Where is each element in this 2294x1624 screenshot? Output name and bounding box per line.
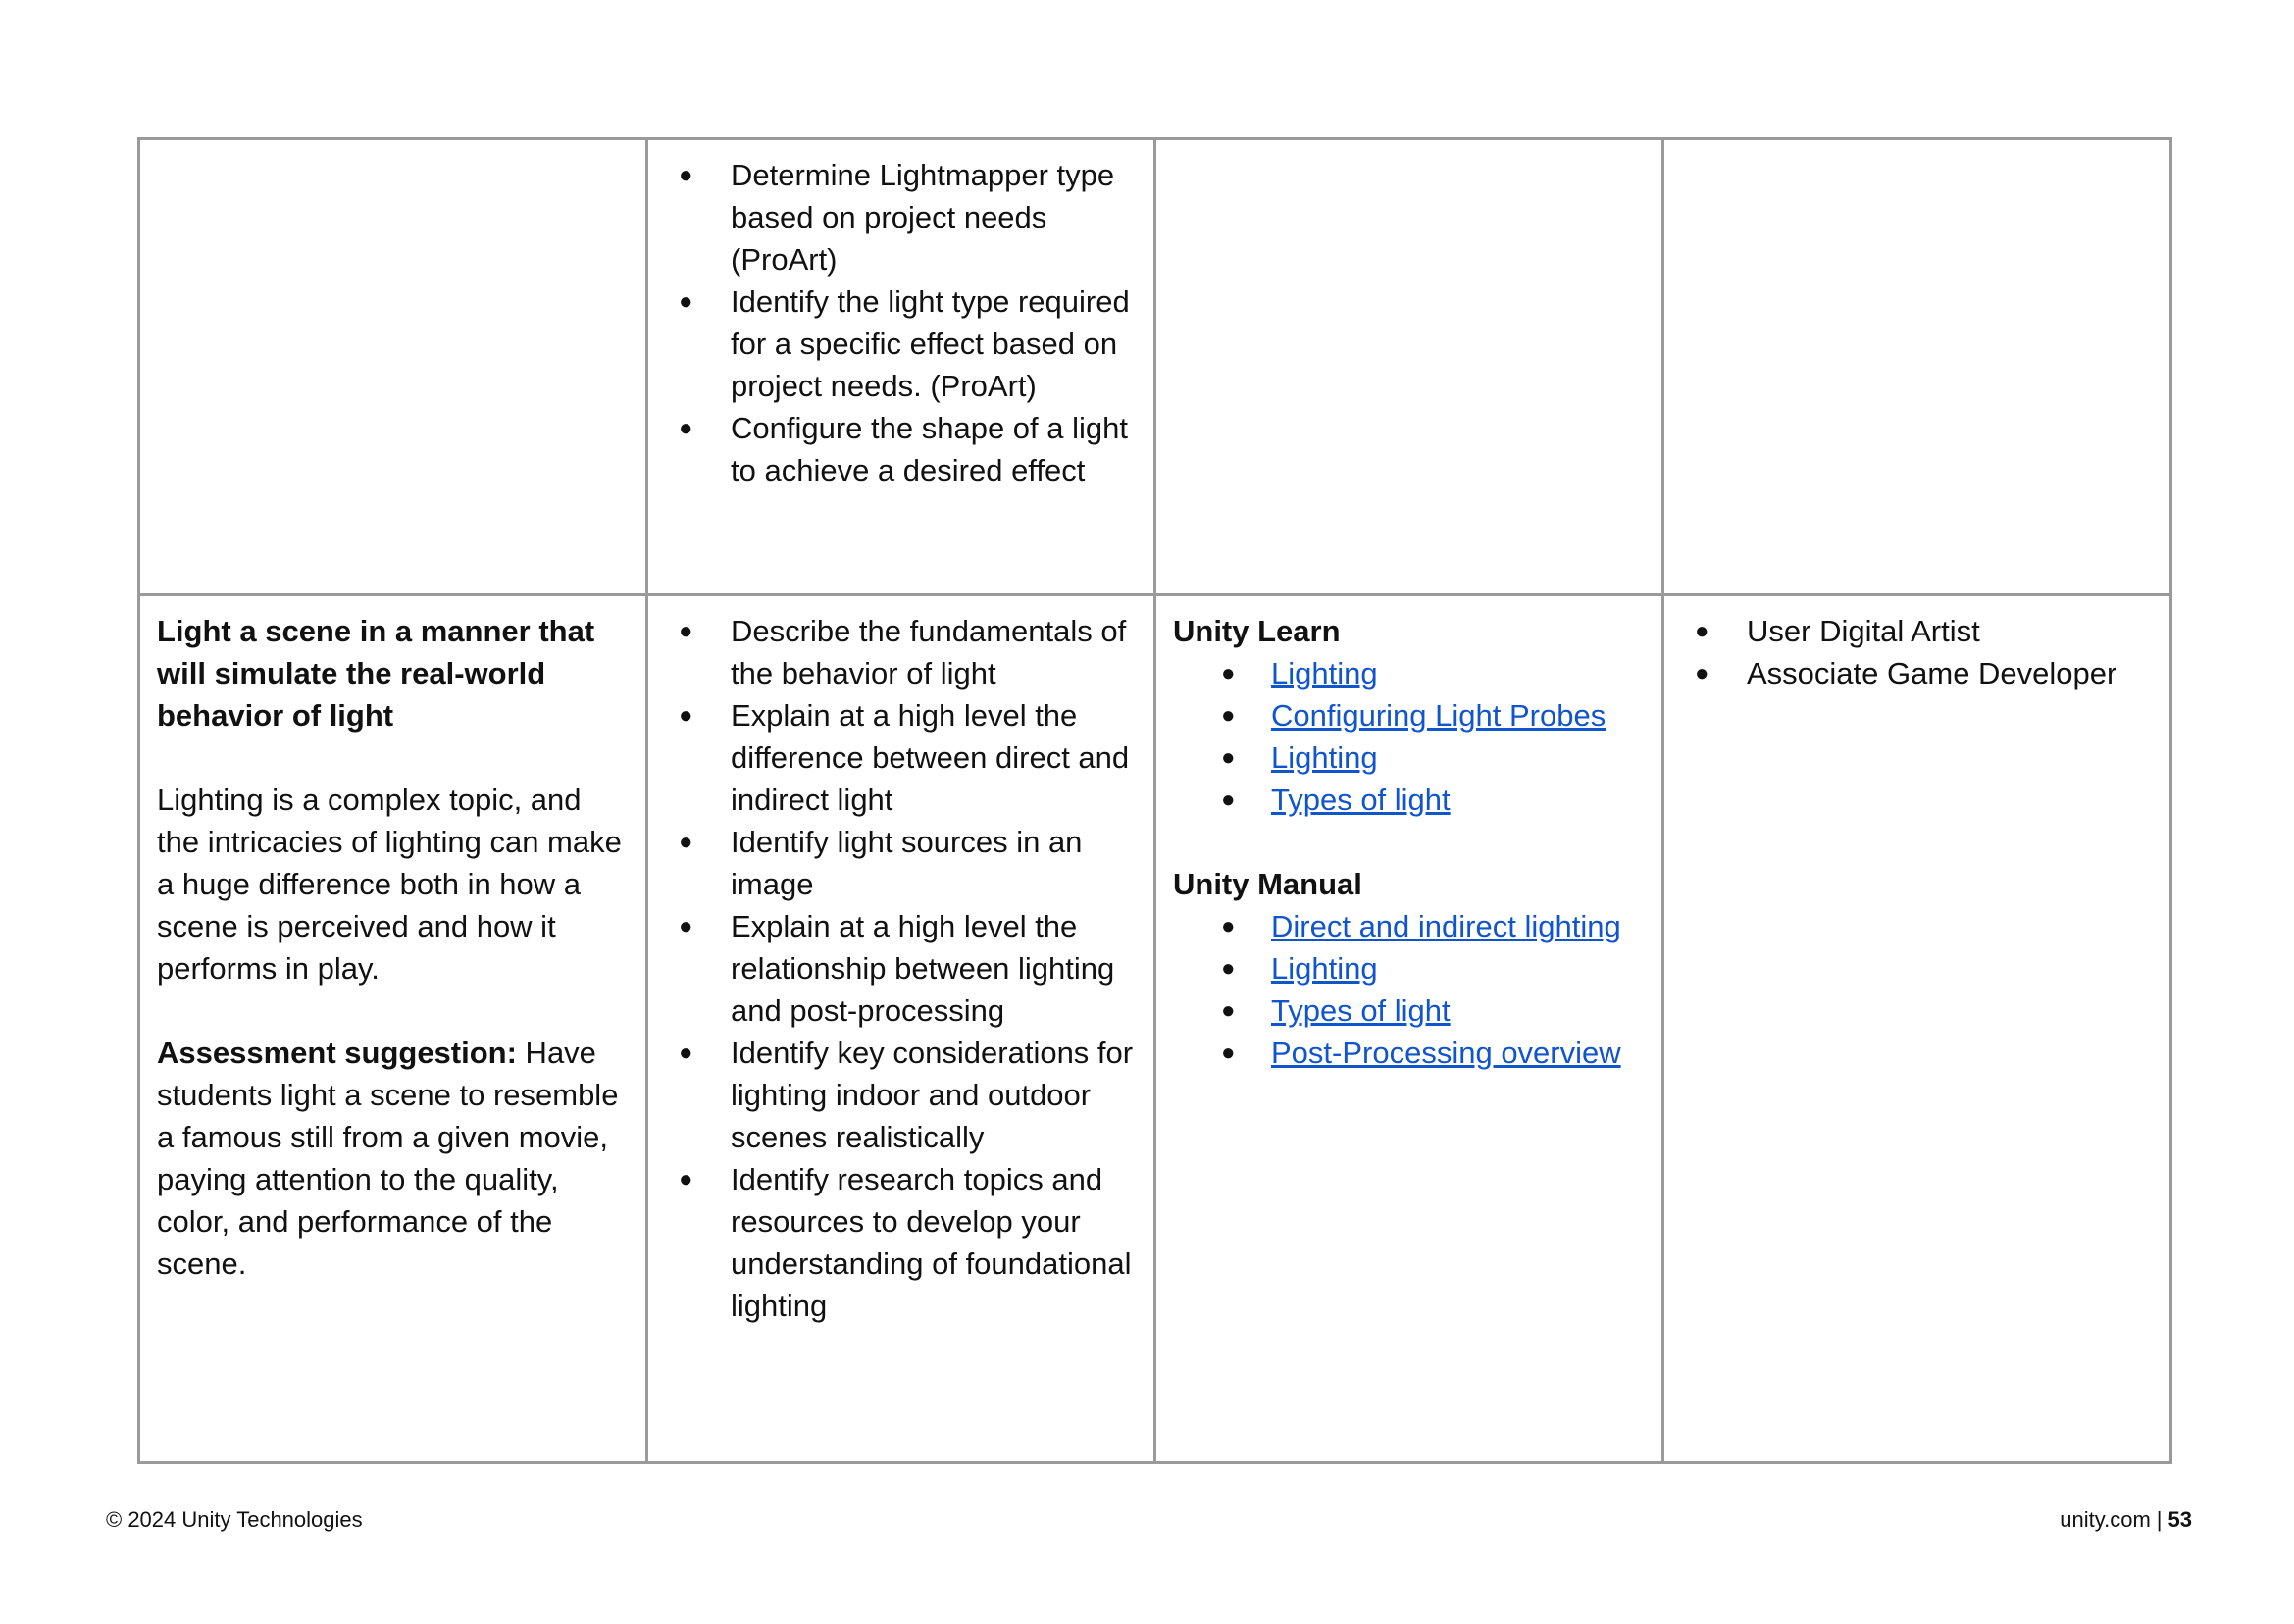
list-item: ● Associate Game Developer [1681, 652, 2154, 694]
table-row [139, 595, 2171, 1463]
cell-objectives [647, 139, 1155, 595]
footer-copyright: © 2024 Unity Technologies [106, 1507, 363, 1532]
cell-title [139, 595, 647, 1463]
cell-roles-empty [1663, 139, 2171, 595]
list-item: ● Determine Lightmapper type based on project needs (ProArt) [665, 154, 1138, 280]
assessment-label: Assessment suggestion: [157, 1036, 517, 1070]
cell-resources-empty [1155, 139, 1663, 595]
table-row [139, 139, 2171, 595]
link-manual-direct-indirect-lighting[interactable]: Direct and indirect lighting [1271, 909, 1621, 943]
unity-learn-heading: Unity Learn [1173, 614, 1341, 648]
page-number: 53 [2167, 1507, 2192, 1532]
list-item [1173, 736, 1646, 779]
list-item: ● Explain at a high level the relationship between lighting and post-processing [665, 905, 1138, 1032]
list-item: ● Identify the light type required for a specific effect based on project needs. (ProArt) [665, 280, 1138, 407]
assessment-text-continued: paying attention to the quality, color, and performance of the scene. [157, 1162, 559, 1281]
link-learn-lighting-2[interactable]: Lighting [1271, 740, 1378, 775]
list-item: ● Describe the fundamentals of the behavior of light [665, 610, 1138, 694]
link-manual-types-of-light[interactable]: Types of light [1271, 993, 1451, 1028]
list-item [1173, 905, 1646, 947]
objectives-list [665, 154, 1138, 491]
unity-manual-heading: Unity Manual [1173, 867, 1362, 901]
list-item: ● Identify light sources in an image [665, 821, 1138, 905]
link-manual-lighting[interactable]: Lighting [1271, 951, 1378, 986]
link-learn-configuring-light-probes[interactable]: Configuring Light Probes [1271, 698, 1606, 733]
objective-title: Light a scene in a manner that will simulate the real-world behavior of light [157, 614, 595, 733]
list-item: ● Identify research topics and resources to develop your understanding of foundational lighting [665, 1158, 1138, 1327]
list-item: ● Configure the shape of a light to achieve a desired effect [665, 407, 1138, 491]
list-item [1173, 947, 1646, 990]
link-learn-types-of-light[interactable]: Types of light [1271, 783, 1451, 817]
footer-separator: | [2156, 1507, 2163, 1532]
assessment-text: Have students light a scene to resemble a famous still from a given movie, [157, 1036, 619, 1154]
cell-objectives [647, 595, 1155, 1463]
objectives-list [665, 610, 1138, 1327]
list-item: ● Identify key considerations for lighting indoor and outdoor scenes realistically [665, 1032, 1138, 1158]
cell-roles [1663, 595, 2171, 1463]
footer-page-info [2060, 1507, 2192, 1533]
roles-list [1681, 610, 2154, 694]
unity-manual-links [1173, 905, 1646, 1074]
list-item: ● User Digital Artist [1681, 610, 2154, 652]
assessment-suggestion [157, 1032, 630, 1285]
list-item [1173, 694, 1646, 736]
list-item [1173, 990, 1646, 1032]
cell-title-empty [139, 139, 647, 595]
cell-resources [1155, 595, 1663, 1463]
objective-description: Lighting is a complex topic, and the intricacies of lighting can make a huge difference both in how a scene is perceived and how it performs in play. [157, 783, 622, 986]
link-learn-lighting[interactable]: Lighting [1271, 656, 1378, 690]
list-item: ● Explain at a high level the difference between direct and indirect light [665, 694, 1138, 821]
unity-learn-links [1173, 652, 1646, 821]
curriculum-table [137, 137, 2172, 1464]
list-item [1173, 652, 1646, 694]
footer-site: unity.com [2060, 1507, 2151, 1532]
list-item [1173, 779, 1646, 821]
link-manual-post-processing-overview[interactable]: Post-Processing overview [1271, 1036, 1621, 1070]
list-item [1173, 1032, 1646, 1074]
